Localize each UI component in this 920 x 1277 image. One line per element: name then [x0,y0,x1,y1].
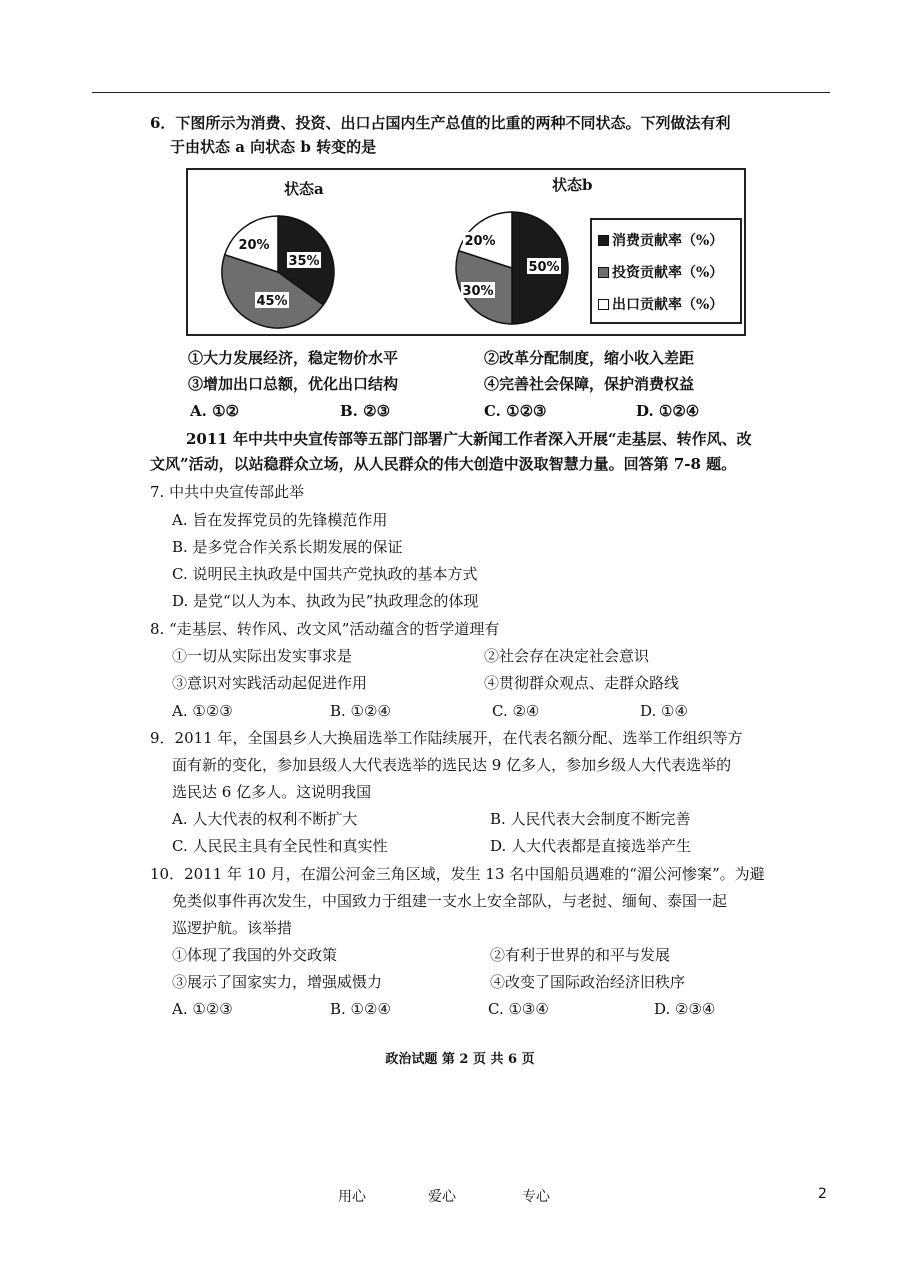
exam-footer: 政治试题 第 2 页 共 6 页 [385,1052,535,1067]
q7-option-c: C. 说明民主执政是中国共产党执政的基本方式 [172,565,478,583]
footer-word-3: 专心 [522,1189,550,1205]
q7-option-d: D. 是党“以人为本、执政为民”执政理念的体现 [172,592,479,610]
pie-state-b [450,206,574,330]
q8-statement-1: ①一切从实际出发实事求是 [172,647,353,665]
q8-statement-2: ②社会存在决定社会意识 [484,647,650,665]
q6-option-c: C. ①②③ [484,402,547,420]
pie-label-export: 20% [238,238,270,253]
q6-line1: 6．下图所示为消费、投资、出口占国内生产总值的比重的两种不同状态。下列做法有利 [150,114,731,132]
q10-option-c: C. ①③④ [488,1000,549,1018]
pie-state-a [216,210,340,334]
chart-legend [590,218,742,324]
q10-option-b: B. ①②④ [330,1000,391,1018]
legend-item-export [598,294,723,314]
q6-option-a: A. ①② [190,402,239,420]
q6-option-d: D. ①②④ [636,402,700,420]
q8-option-d: D. ①④ [640,702,688,720]
pie-label-consumption: 35% [288,254,320,269]
q9-option-c: C. 人民民主具有全民性和真实性 [172,837,388,855]
q7-option-a: A. 旨在发挥党员的先锋模范作用 [172,511,388,529]
pie-label-investment: 45% [256,294,288,309]
q6-line2: 于由状态 a 向状态 b 转变的是 [170,138,377,156]
q10-line3: 巡逻护航。该举措 [172,919,293,937]
q10-statement-4: ④改变了国际政治经济旧秩序 [490,973,686,991]
q10-line2: 免类似事件再次发生，中国致力于组建一支水上安全部队，与老挝、缅甸、泰国一起 [172,892,728,910]
q8-stem: 8. “走基层、转作风、改文风”活动蕴含的哲学道理有 [150,620,500,638]
q9-line2: 面有新的变化，参加县级人大代表选举的选民达 9 亿多人，参加乡级人大代表选举的 [172,756,732,774]
q10-statement-1: ①体现了我国的外交政策 [172,946,338,964]
pie-label-export: 20% [464,234,496,249]
q7-option-b: B. 是多党合作关系长期发展的保证 [172,538,403,556]
legend-item-investment [598,262,723,282]
q10-statement-3: ③展示了国家实力，增强威慑力 [172,973,383,991]
q8-option-a: A. ①②③ [172,702,233,720]
q8-option-c: C. ②④ [492,702,540,720]
legend-label: 出口贡献率（%） [612,297,724,313]
pie-label-consumption: 50% [528,260,560,275]
footer-word-1: 用心 [338,1189,366,1205]
legend-item-consumption [598,230,723,250]
page-number: 2 [818,1186,827,1202]
q9-option-d: D. 人大代表都是直接选举产生 [490,837,692,855]
q8-statement-4: ④贯彻群众观点、走群众路线 [484,674,680,692]
q6-option-b: B. ②③ [340,402,391,420]
pie-label-investment: 30% [462,284,494,299]
q6-statement-2: ②改革分配制度，缩小收入差距 [484,349,695,367]
header-rule [92,92,830,93]
q6-statement-4: ④完善社会保障，保护消费权益 [484,375,695,393]
q8-statement-3: ③意识对实践活动起促进作用 [172,674,368,692]
q10-option-d: D. ②③④ [654,1000,716,1018]
q6-statement-1: ①大力发展经济，稳定物价水平 [188,349,399,367]
q10-line1: 10．2011 年 10 月，在湄公河金三角区域，发生 13 名中国船员遇难的“湄公河惨案”。为避 [150,865,765,883]
intro-line1: 2011 年中共中央宣传部等五部门部署广大新闻工作者深入开展“走基层、转作风、改 [186,430,752,448]
q6-statement-3: ③增加出口总额，优化出口结构 [188,375,399,393]
legend-label: 投资贡献率（%） [612,265,724,281]
legend-label: 消费贡献率（%） [612,233,724,249]
q10-statement-2: ②有利于世界的和平与发展 [490,946,671,964]
legend-swatch-investment [598,267,609,278]
intro-line2: 文风”活动，以站稳群众立场，从人民群众的伟大创造中汲取智慧力量。回答第 7-8 题。 [150,455,737,473]
q9-option-a: A. 人大代表的权利不断扩大 [172,810,358,828]
q10-option-a: A. ①②③ [172,1000,233,1018]
q8-option-b: B. ①②④ [330,702,391,720]
legend-swatch-consumption [598,235,609,246]
legend-swatch-export [598,299,609,310]
q9-line3: 选民达 6 亿多人。这说明我国 [172,783,372,801]
state-a-title: 状态a [284,180,324,198]
footer-word-2: 爱心 [428,1189,456,1205]
q9-option-b: B. 人民代表大会制度不断完善 [490,810,691,828]
q7-stem: 7. 中共中央宣传部此举 [150,483,305,501]
state-b-title: 状态b [552,176,593,194]
q9-line1: 9．2011 年，全国县乡人大换届选举工作陆续展开，在代表名额分配、选举工作组织等方 [150,729,743,747]
